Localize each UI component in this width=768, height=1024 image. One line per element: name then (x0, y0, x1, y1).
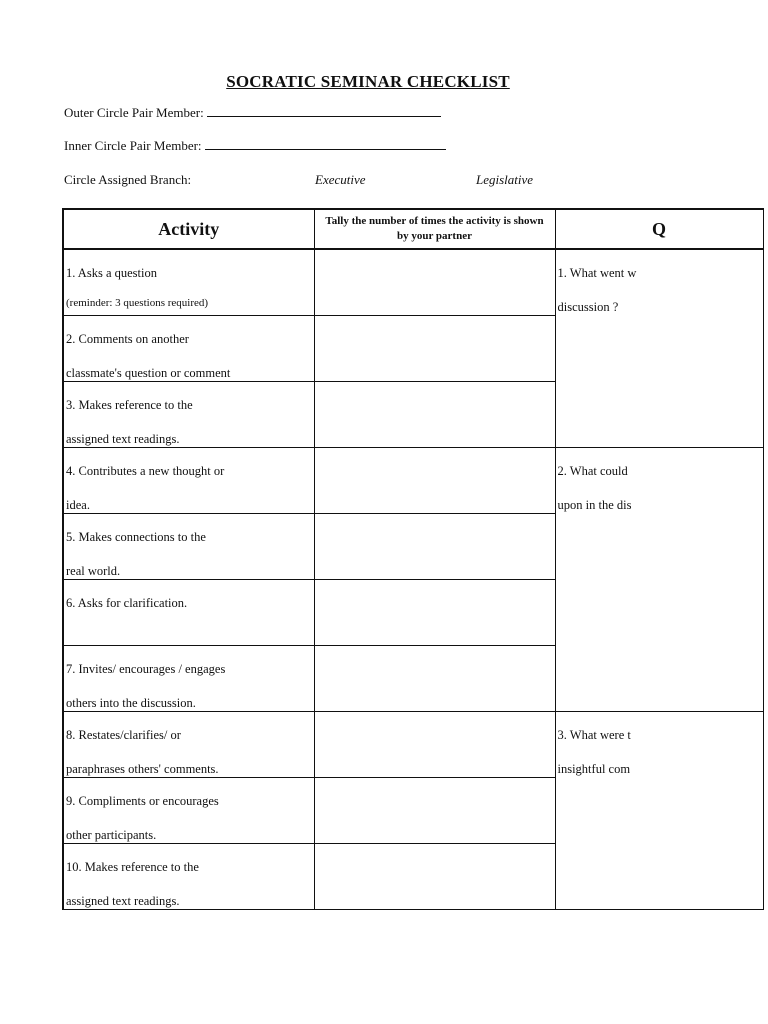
tally-cell[interactable] (314, 382, 555, 448)
tally-cell[interactable] (314, 712, 555, 778)
branch-label: Circle Assigned Branch: (64, 172, 192, 187)
activity-cell (63, 712, 314, 778)
question-cell[interactable] (555, 448, 763, 712)
tally-cell[interactable] (314, 646, 555, 712)
activity-text: paraphrases others' comments. (66, 762, 219, 776)
table-row (63, 249, 763, 316)
activity-text: 4. Contributes a new thought or (66, 464, 225, 478)
branch-option-executive[interactable]: Executive (315, 172, 366, 187)
outer-circle-blank[interactable] (207, 104, 441, 117)
activity-cell (63, 778, 314, 844)
question-text: discussion ? (557, 300, 619, 314)
activity-text: 2. Comments on another (66, 332, 189, 346)
checklist-table-container (62, 208, 666, 909)
activity-text: (reminder: 3 questions required) (66, 297, 209, 309)
question-text: 1. What went w (557, 266, 637, 280)
question-text: upon in the dis (557, 498, 632, 512)
tally-cell[interactable] (314, 448, 555, 514)
activity-text: assigned text readings. (66, 894, 180, 908)
header-questions: Q (555, 209, 763, 249)
activity-text: 6. Asks for clarification. (66, 596, 188, 610)
activity-text: classmate's question or comment (66, 366, 231, 380)
tally-cell[interactable] (314, 580, 555, 646)
table-row (63, 712, 763, 778)
activity-cell (63, 514, 314, 580)
question-cell[interactable] (555, 249, 763, 448)
page-title: SOCRATIC SEMINAR CHECKLIST (226, 72, 510, 91)
activity-text: 3. Makes reference to the (66, 398, 193, 412)
tally-cell[interactable] (314, 249, 555, 316)
activity-cell (63, 448, 314, 514)
question-text: 3. What were t (557, 728, 631, 742)
activity-text: 8. Restates/clarifies/ or (66, 728, 181, 742)
activity-cell (63, 844, 314, 910)
activity-cell (63, 646, 314, 712)
activity-cell (63, 382, 314, 448)
question-cell[interactable] (555, 712, 763, 910)
activity-cell (63, 249, 314, 316)
activity-text: others into the discussion. (66, 696, 196, 710)
activity-text: other participants. (66, 828, 157, 842)
checklist-table (62, 208, 764, 910)
activity-text: 1. Asks a question (66, 266, 157, 280)
activity-text: real world. (66, 564, 121, 578)
tally-cell[interactable] (314, 844, 555, 910)
activity-text: 5. Makes connections to the (66, 530, 206, 544)
outer-circle-field[interactable] (64, 104, 441, 121)
question-text: 2. What could (557, 464, 628, 478)
branch-option-legislative[interactable]: Legislative (476, 172, 534, 187)
activity-text: 7. Invites/ encourages / engages (66, 662, 226, 676)
activity-text: assigned text readings. (66, 432, 180, 446)
inner-circle-blank[interactable] (205, 137, 446, 150)
question-text: insightful com (557, 762, 631, 776)
inner-circle-label: Inner Circle Pair Member: (64, 138, 202, 153)
tally-cell[interactable] (314, 778, 555, 844)
inner-circle-field[interactable] (64, 137, 446, 154)
activity-text: 10. Makes reference to the (66, 860, 199, 874)
table-header-row (63, 209, 763, 249)
activity-text: 9. Compliments or encourages (66, 794, 219, 808)
header-activity: Activity (63, 209, 314, 249)
header-tally: Tally the number of times the activity is shown by your partner (314, 209, 555, 249)
activity-cell (63, 316, 314, 382)
tally-cell[interactable] (314, 514, 555, 580)
outer-circle-label: Outer Circle Pair Member: (64, 105, 204, 120)
activity-text: idea. (66, 498, 90, 512)
tally-cell[interactable] (314, 316, 555, 382)
activity-cell (63, 580, 314, 646)
table-row (63, 448, 763, 514)
